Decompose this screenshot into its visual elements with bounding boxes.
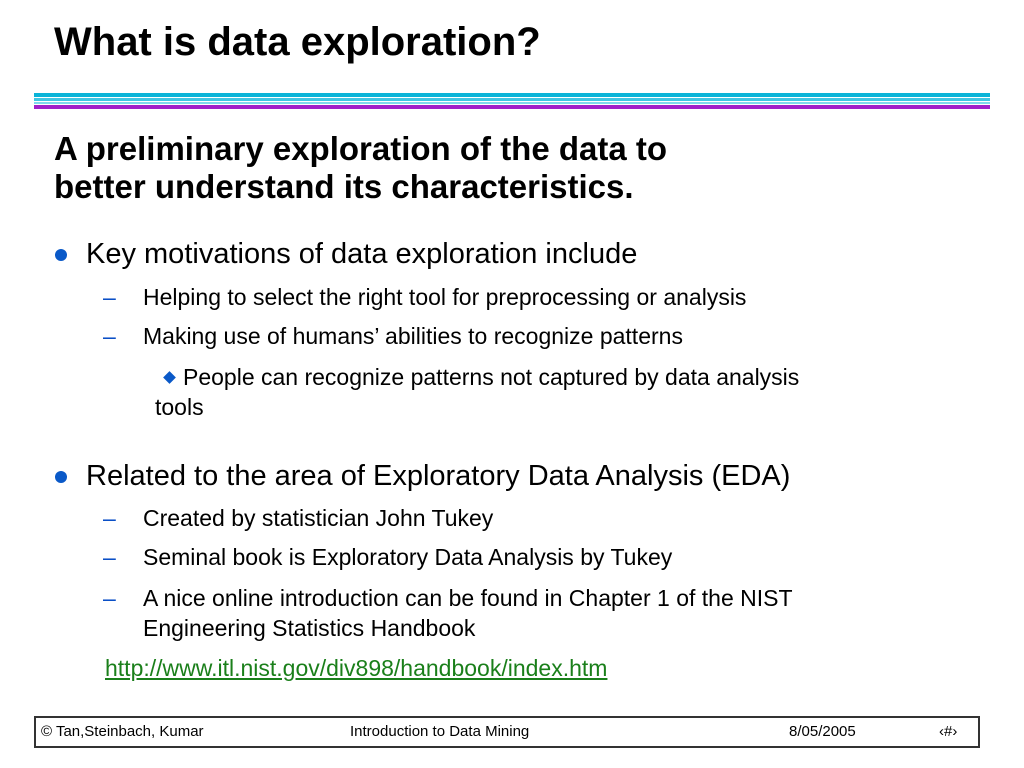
sub-bullet-text: Created by statistician John Tukey [143,505,494,531]
sub-sub-bullet-text-line-2: tools [155,394,204,420]
footer-copyright: © Tan,Steinbach, Kumar [41,723,204,740]
sub-bullet-item [103,542,673,572]
sub-bullet-text: Seminal book is Exploratory Data Analysis by Tukey [143,544,673,570]
divider-line-cyan-pale [34,102,990,104]
footer-page-number: ‹#› [939,723,958,740]
bullet-item [86,459,790,493]
dash-icon: – [103,585,116,611]
nist-handbook-link[interactable]: http://www.itl.nist.gov/div898/handbook/index.htm [105,655,608,681]
divider-line-purple [34,105,990,109]
bullet-text: Key motivations of data exploration include [86,238,638,270]
sub-bullet-text-line-2: Engineering Statistics Handbook [143,615,476,641]
subtitle-line-2: better understand its characteristics. [54,168,634,205]
sub-bullet-item [103,321,683,351]
slide-title: What is data exploration? [54,20,541,64]
sub-sub-bullet-item [155,362,955,422]
sub-bullet-text: Making use of humans’ abilities to recognize patterns [143,323,683,349]
bullet-dot-icon [55,471,67,483]
sub-bullet-item [103,583,793,643]
sub-bullet-item [103,282,747,312]
footer-course-title: Introduction to Data Mining [350,723,530,740]
dash-icon: – [103,544,116,570]
dash-icon: – [103,323,116,349]
sub-bullet-text-line-1: A nice online introduction can be found in Chapter 1 of the NIST [143,585,793,611]
diamond-bullet-icon [163,371,176,384]
sub-bullet-text: Helping to select the right tool for preprocessing or analysis [143,284,747,310]
divider-line-cyan-light [34,98,990,101]
subtitle-line-1: A preliminary exploration of the data to [54,130,668,167]
sub-bullet-item [103,503,494,533]
dash-icon: – [103,505,116,531]
bullet-item [86,237,637,271]
slide-subtitle [54,130,667,206]
slide-footer [34,716,980,748]
bullet-text: Related to the area of Exploratory Data Analysis (EDA) [86,460,791,492]
divider-line-cyan [34,93,990,97]
dash-icon: – [103,284,116,310]
sub-sub-bullet-text-line-1: People can recognize patterns not captured by data analysis [183,364,800,390]
bullet-dot-icon [55,249,67,261]
footer-date: 8/05/2005 [789,723,856,740]
